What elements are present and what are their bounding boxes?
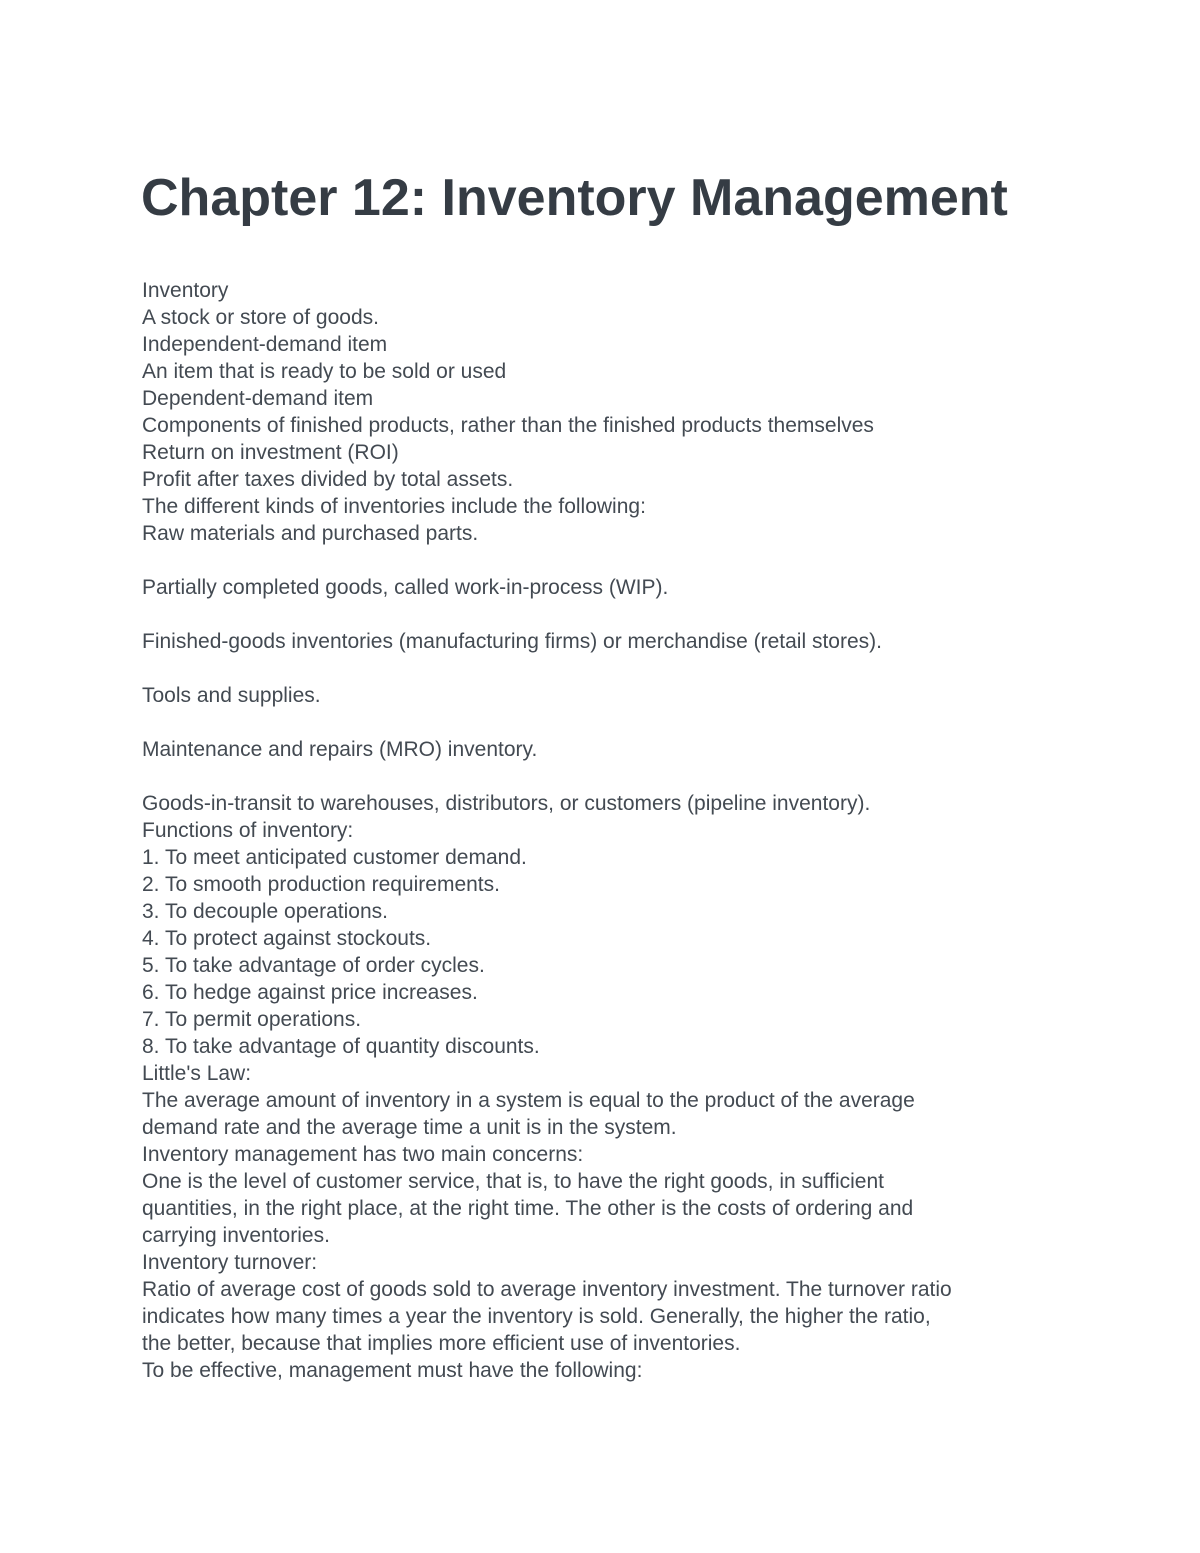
text-line: demand rate and the average time a unit is in the system. [142,1116,677,1139]
text-line: 8. To take advantage of quantity discounts. [142,1035,540,1058]
text-line: Partially completed goods, called work-in-process (WIP). [142,576,669,599]
text-line: Finished-goods inventories (manufacturing firms) or merchandise (retail stores). [142,630,882,653]
text-line: 4. To protect against stockouts. [142,927,432,950]
text-line: Goods-in-transit to warehouses, distributors, or customers (pipeline inventory). [142,792,871,815]
text-line: The average amount of inventory in a system is equal to the product of the average [142,1089,915,1112]
text-line: Ratio of average cost of goods sold to average inventory investment. The turnover ratio [142,1278,952,1301]
text-line: Little's Law: [142,1062,252,1085]
text-line: 5. To take advantage of order cycles. [142,954,485,977]
text-line: Inventory turnover: [142,1251,318,1274]
text-line: A stock or store of goods. [142,306,379,329]
text-line: 1. To meet anticipated customer demand. [142,846,527,869]
text-line: carrying inventories. [142,1224,330,1247]
text-line: the better, because that implies more efficient use of inventories. [142,1332,741,1355]
text-line: Dependent-demand item [142,387,374,410]
text-line: Inventory management has two main concerns: [142,1143,584,1166]
text-line: To be effective, management must have the following: [142,1359,643,1382]
text-line: Inventory [142,279,229,302]
text-line: An item that is ready to be sold or used [142,360,507,383]
text-line: Functions of inventory: [142,819,354,842]
text-line: 6. To hedge against price increases. [142,981,478,1004]
text-line: indicates how many times a year the inventory is sold. Generally, the higher the ratio, [142,1305,931,1328]
blank-line [142,655,1062,682]
text-line: Independent-demand item [142,333,388,356]
blank-line [142,547,1062,574]
blank-line [142,709,1062,736]
document-body [142,277,1062,1384]
text-line: 7. To permit operations. [142,1008,362,1031]
blank-line [142,601,1062,628]
text-line: 2. To smooth production requirements. [142,873,500,896]
blank-line [142,763,1062,790]
text-line: The different kinds of inventories include the following: [142,495,646,518]
page-title: Chapter 12: Inventory Management [141,169,1008,227]
text-line: Maintenance and repairs (MRO) inventory. [142,738,538,761]
text-line: Profit after taxes divided by total assets. [142,468,514,491]
text-line: Components of finished products, rather than the finished products themselves [142,414,874,437]
text-line: One is the level of customer service, that is, to have the right goods, in sufficient [142,1170,884,1193]
text-line: quantities, in the right place, at the right time. The other is the costs of ordering and [142,1197,914,1220]
text-line: Return on investment (ROI) [142,441,399,464]
text-line: Raw materials and purchased parts. [142,522,479,545]
text-line: 3. To decouple operations. [142,900,388,923]
text-line: Tools and supplies. [142,684,321,707]
